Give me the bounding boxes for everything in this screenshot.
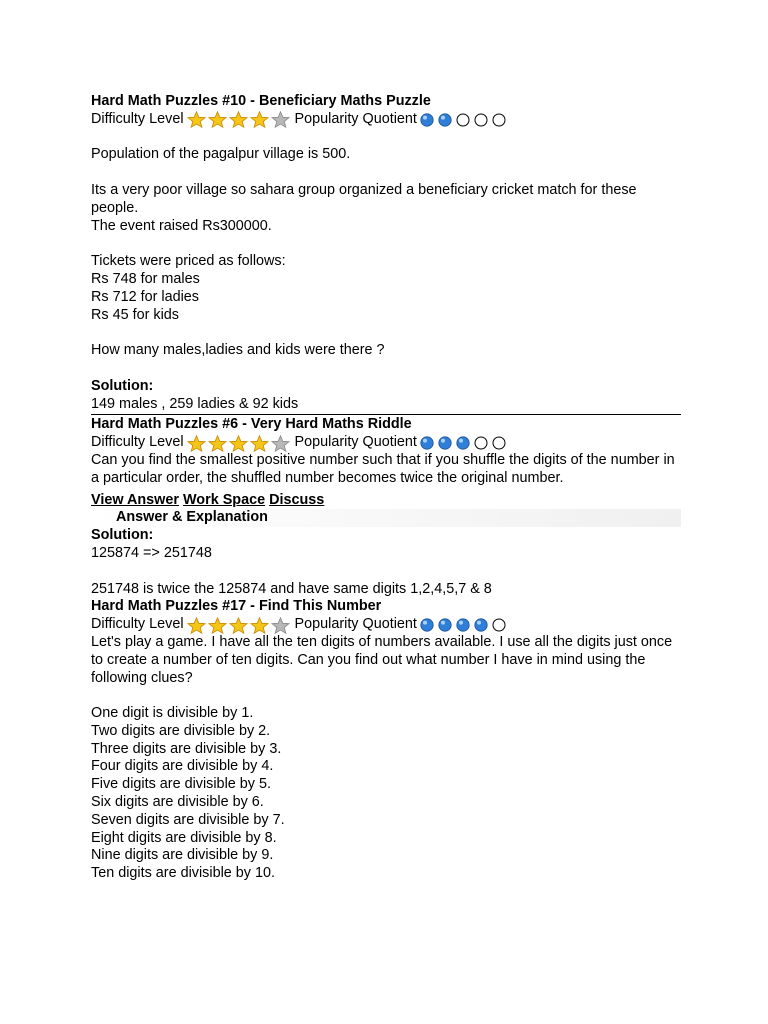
clue-list [91,705,681,883]
answer-links [91,492,681,510]
star-empty-icon [271,111,290,128]
clue-item: Ten digits are divisible by 10. [91,865,275,882]
star-filled-icon [250,111,269,128]
puzzle-title: Hard Math Puzzles #17 - Find This Number [91,598,382,615]
popularity-label: Popularity Quotient [294,434,417,451]
solution-label: Solution: [91,527,154,544]
puzzle-title: Hard Math Puzzles #6 - Very Hard Maths Riddle [91,416,412,433]
clue-item: Nine digits are divisible by 9. [91,847,274,864]
clue-item: Two digits are divisible by 2. [91,722,271,739]
popularity-filled-icon [456,436,470,450]
document-page [91,93,681,883]
rating-row [91,111,681,129]
star-filled-icon [208,617,227,634]
clue-item: Four digits are divisible by 4. [91,758,274,775]
popularity-empty-icon [492,436,506,450]
popularity-dots [420,113,510,127]
popularity-filled-icon [420,436,434,450]
popularity-dots [420,436,510,450]
work-space-link[interactable]: Work Space [182,491,266,508]
star-filled-icon [187,435,206,452]
discuss-link[interactable]: Discuss [269,491,325,508]
popularity-filled-icon [420,618,434,632]
star-filled-icon [229,617,248,634]
popularity-empty-icon [492,618,506,632]
puzzle-text-line: Its a very poor village so sahara group organized a beneficiary cricket match for these people. [91,181,637,216]
puzzle-question: How many males,ladies and kids were there ? [91,342,385,359]
star-filled-icon [229,435,248,452]
popularity-filled-icon [438,113,452,127]
star-filled-icon [250,617,269,634]
popularity-empty-icon [474,113,488,127]
difficulty-stars [187,435,292,452]
puzzle-text-line: The event raised Rs300000. [91,217,272,234]
solution-text: 125874 => 251748 [91,544,212,561]
star-empty-icon [271,435,290,452]
star-filled-icon [187,617,206,634]
popularity-empty-icon [492,113,506,127]
difficulty-label: Difficulty Level [91,434,184,451]
star-filled-icon [250,435,269,452]
popularity-label: Popularity Quotient [294,110,417,127]
solution-text: 251748 is twice the 125874 and have same digits 1,2,4,5,7 & 8 [91,580,492,597]
puzzle-question: Let's play a game. I have all the ten digits of numbers available. I use all the digits just once to create a number of ten digits. Can you find out what number I have in mind using the following clues? [91,633,673,686]
clue-item: One digit is divisible by 1. [91,705,254,722]
star-filled-icon [208,111,227,128]
difficulty-stars [187,111,292,128]
star-empty-icon [271,617,290,634]
puzzle-title: Hard Math Puzzles #10 - Beneficiary Maths Puzzle [91,93,431,109]
solution-text: 149 males , 259 ladies & 92 kids [91,395,299,412]
popularity-filled-icon [438,618,452,632]
popularity-filled-icon [420,113,434,127]
clue-item: Seven digits are divisible by 7. [91,811,285,828]
star-filled-icon [208,435,227,452]
popularity-empty-icon [474,436,488,450]
difficulty-label: Difficulty Level [91,110,184,127]
difficulty-label: Difficulty Level [91,616,184,633]
puzzle-text-line: Tickets were priced as follows: [91,253,286,270]
view-answer-link[interactable]: View Answer [91,491,179,508]
clue-item: Three digits are divisible by 3. [91,740,282,757]
rating-row [91,616,681,634]
star-filled-icon [229,111,248,128]
popularity-label: Popularity Quotient [294,616,417,633]
popularity-filled-icon [456,618,470,632]
puzzle-text-line: Rs 712 for ladies [91,288,199,305]
solution-label: Solution: [91,377,154,394]
popularity-filled-icon [438,436,452,450]
popularity-filled-icon [474,618,488,632]
difficulty-stars [187,617,292,634]
popularity-dots [420,618,510,632]
puzzle-question: Can you find the smallest positive number such that if you shuffle the digits of the number in a particular order, the shuffled number becomes twice the original number. [91,451,675,486]
clue-item: Six digits are divisible by 6. [91,794,264,811]
puzzle-text-line: Population of the pagalpur village is 500. [91,146,351,163]
puzzle-text-line: Rs 45 for kids [91,306,179,323]
clue-item: Eight digits are divisible by 8. [91,829,277,846]
clue-item: Five digits are divisible by 5. [91,776,271,793]
section-divider [91,414,681,415]
answer-explanation-header: Answer & Explanation [91,509,681,527]
rating-row [91,434,681,452]
star-filled-icon [187,111,206,128]
popularity-empty-icon [456,113,470,127]
puzzle-text-line: Rs 748 for males [91,270,200,287]
